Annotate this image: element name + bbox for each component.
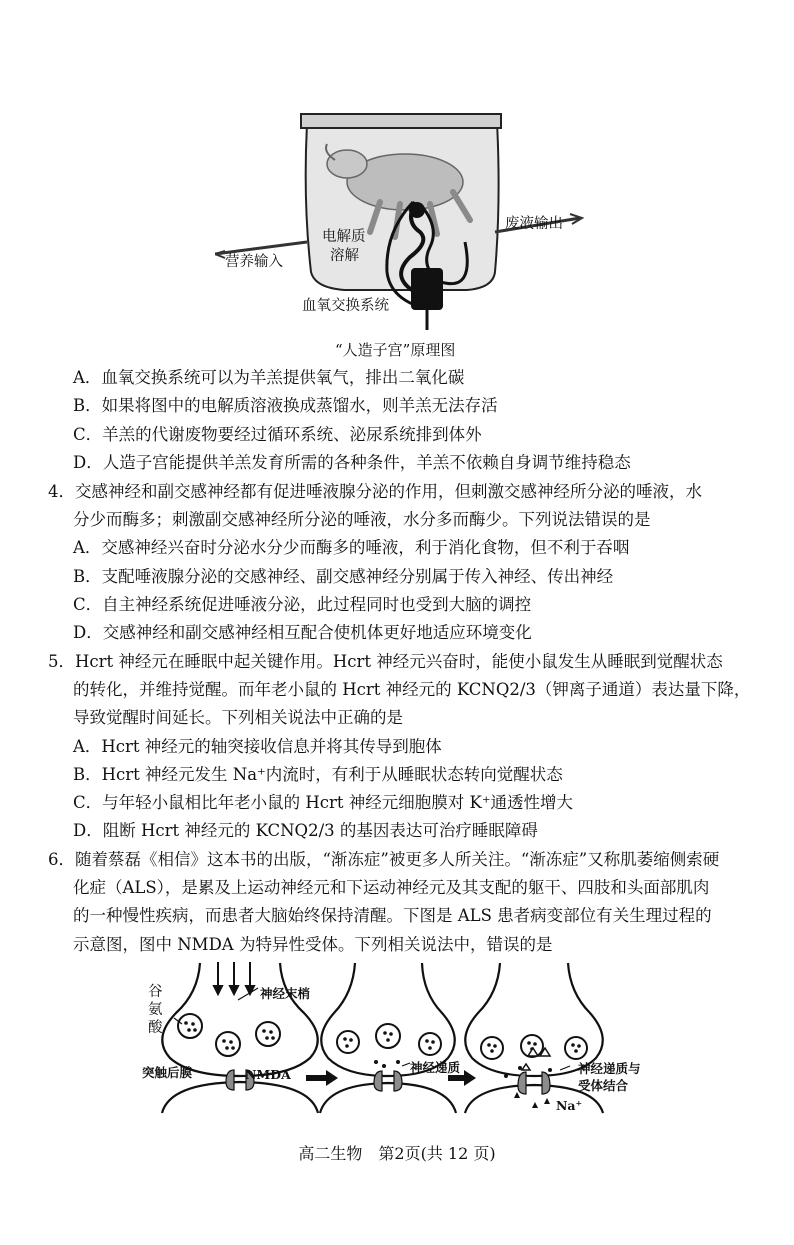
q3-option-c: C．羊羔的代谢废物要经过循环系统、泌尿系统排到体外 bbox=[73, 425, 482, 444]
blood-oxygen-exchange-label: 血氧交换系统 bbox=[302, 298, 389, 314]
transmitter-binding-label-2: 受体结合 bbox=[578, 1078, 629, 1093]
q4-option-d: D．交感神经和副交感神经相互配合使机体更好地适应环境变化 bbox=[73, 623, 532, 642]
q5-stem-line2: 的转化，并维持觉醒。而年老小鼠的 Hcrt 神经元的 KCNQ2/3（钾离子通道）表达量下降， bbox=[73, 680, 751, 699]
glutamate-label-2: 氨 bbox=[148, 1002, 163, 1018]
postsynaptic-membrane-label: 突触后膜 bbox=[142, 1065, 193, 1080]
q3-option-b: B．如果将图中的电解质溶液换成蒸馏水，则羊羔无法存活 bbox=[73, 396, 498, 415]
glutamate-label-1: 谷 bbox=[148, 984, 163, 1000]
q5-stem-line1: 5．Hcrt 神经元在睡眠中起关键作用。Hcrt 神经元兴奋时，能使小鼠发生从睡眠到觉醒状态 bbox=[48, 652, 723, 671]
q6-stem-line1: 6．随着蔡磊《相信》这本书的出版，“渐冻症”被更多人所关注。“渐冻症”又称肌萎缩侧索硬 bbox=[48, 850, 720, 869]
q5-option-a: A．Hcrt 神经元的轴突接收信息并将其传导到胞体 bbox=[73, 737, 442, 756]
q6-stem-line4: 示意图，图中 NMDA 为特异性受体。下列相关说法中，错误的是 bbox=[73, 935, 553, 954]
q5-option-c: C．与年轻小鼠相比年老小鼠的 Hcrt 神经元细胞膜对 K⁺通透性增大 bbox=[73, 793, 574, 812]
q6-stem-line2: 化症（ALS），是累及上运动神经元和下运动神经元及其支配的躯干、四肢和头面部肌肉 bbox=[73, 878, 710, 897]
q5-option-b: B．Hcrt 神经元发生 Na⁺内流时，有利于从睡眠状态转向觉醒状态 bbox=[73, 765, 563, 784]
electrolyte-label-line1: 电解质 bbox=[322, 229, 366, 245]
transmitter-binding-label-1: 神经递质与 bbox=[578, 1061, 641, 1076]
nutrition-input-label: 营养输入 bbox=[225, 254, 283, 270]
glutamate-label-3: 酸 bbox=[148, 1020, 163, 1036]
nerve-terminal-label: 神经末梢 bbox=[260, 986, 311, 1001]
q5-option-d: D．阻断 Hcrt 神经元的 KCNQ2/3 的基因表达可治疗睡眠障碍 bbox=[73, 821, 538, 840]
q4-option-b: B．支配唾液腺分泌的交感神经、副交感神经分别属于传入神经、传出神经 bbox=[73, 567, 614, 586]
q4-option-c: C．自主神经系统促进唾液分泌，此过程同时也受到大脑的调控 bbox=[73, 595, 532, 614]
q5-stem-line3: 导致觉醒时间延长。下列相关说法中正确的是 bbox=[73, 708, 403, 727]
q3-option-d: D．人造子宫能提供羊羔发育所需的各种条件，羊羔不依赖自身调节维持稳态 bbox=[73, 453, 631, 472]
q4-stem-line2: 分少而酶多；刺激副交感神经所分泌的唾液，水分多而酶少。下列说法错误的是 bbox=[73, 510, 651, 529]
figure1-caption: “人造子宫”原理图 bbox=[335, 341, 456, 359]
q4-option-a: A．交感神经兴奋时分泌水分少而酶多的唾液，利于消化食物，但不利于吞咽 bbox=[73, 538, 630, 557]
q3-option-a: A．血氧交换系统可以为羊羔提供氧气，排出二氧化碳 bbox=[73, 368, 465, 387]
electrolyte-label-line2: 溶解 bbox=[330, 248, 359, 264]
q6-stem-line3: 的一种慢性疾病，而患者大脑始终保持清醒。下图是 ALS 患者病变部位有关生理过程的 bbox=[73, 906, 712, 925]
page-footer: 高二生物 第2页(共 12 页) bbox=[298, 1144, 496, 1163]
sodium-ion-label: Na⁺ bbox=[556, 1098, 583, 1113]
q4-stem-line1: 4．交感神经和副交感神经都有促进唾液腺分泌的作用，但刺激交感神经所分泌的唾液，水 bbox=[48, 482, 702, 501]
nmda-label: NMDA bbox=[245, 1067, 291, 1082]
waste-output-label: 废液输出 bbox=[505, 216, 563, 232]
neurotransmitter-label: 神经递质 bbox=[410, 1060, 461, 1075]
